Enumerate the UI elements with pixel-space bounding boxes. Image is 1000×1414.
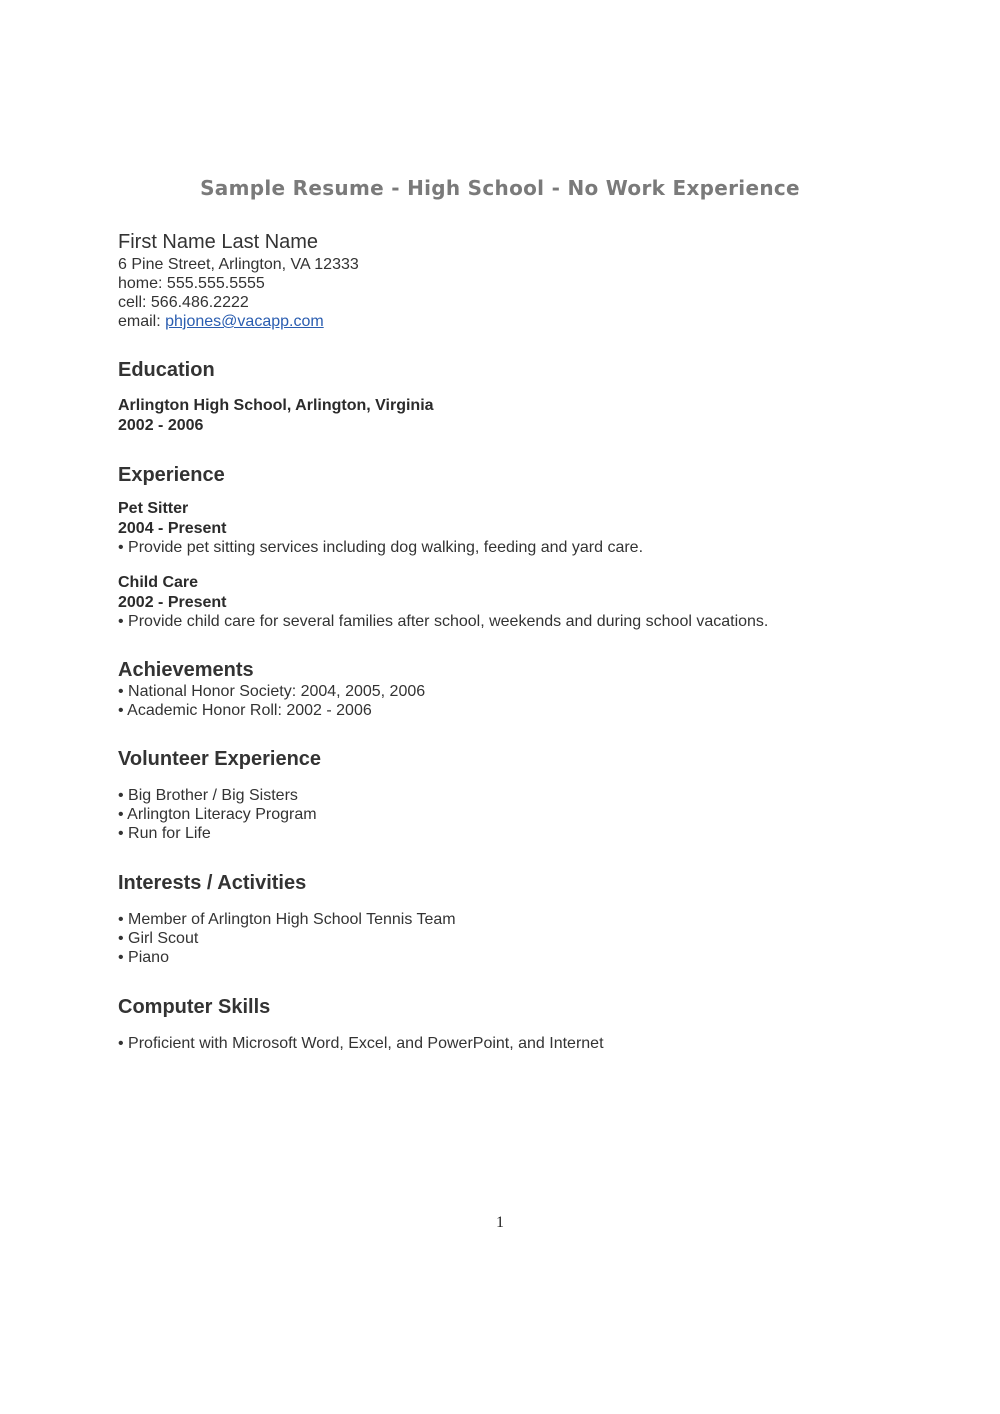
- volunteer-list: [118, 786, 918, 843]
- list-item: • Arlington Literacy Program: [118, 806, 317, 823]
- list-item: • Member of Arlington High School Tennis Team: [118, 911, 456, 928]
- page-number: 1: [496, 1214, 504, 1231]
- job-dates: 2004 - Present: [118, 519, 227, 537]
- achievements-list: [118, 682, 918, 720]
- list-item: • Piano: [118, 949, 169, 966]
- interests-heading: Interests / Activities: [118, 872, 307, 894]
- email-line: [118, 312, 918, 331]
- email-label: email:: [118, 313, 166, 330]
- computer-skills-list: [118, 1034, 918, 1053]
- home-phone: home: 555.555.5555: [118, 275, 265, 292]
- list-item: • National Honor Society: 2004, 2005, 2006: [118, 683, 426, 700]
- applicant-name: First Name Last Name: [118, 231, 319, 253]
- interests-list: [118, 910, 918, 967]
- job-entry: [118, 573, 918, 631]
- contact-block: [118, 229, 918, 331]
- address-line: 6 Pine Street, Arlington, VA 12333: [118, 256, 359, 273]
- volunteer-heading: Volunteer Experience: [118, 748, 322, 770]
- school-name: Arlington High School, Arlington, Virginia: [118, 397, 434, 414]
- email-link[interactable]: phjones@vacapp.com: [165, 313, 324, 330]
- education-heading: Education: [118, 359, 215, 381]
- school-years: 2002 - 2006: [118, 416, 204, 434]
- job-bullet: • Provide child care for several families after school, weekends and during school vacations.: [118, 613, 769, 630]
- experience-heading: Experience: [118, 464, 225, 486]
- list-item: • Big Brother / Big Sisters: [118, 787, 298, 804]
- achievements-heading: Achievements: [118, 659, 254, 681]
- job-dates: 2002 - Present: [118, 593, 227, 611]
- job-entry: [118, 499, 918, 557]
- list-item: • Proficient with Microsoft Word, Excel, and PowerPoint, and Internet: [118, 1035, 604, 1052]
- computer-skills-heading: Computer Skills: [118, 996, 271, 1018]
- page-title: Sample Resume - High School - No Work Experience: [200, 176, 800, 200]
- job-bullet: • Provide pet sitting services including dog walking, feeding and yard care.: [118, 539, 644, 556]
- list-item: • Academic Honor Roll: 2002 - 2006: [118, 702, 372, 719]
- list-item: • Girl Scout: [118, 930, 199, 947]
- job-title: Pet Sitter: [118, 500, 189, 517]
- job-title: Child Care: [118, 574, 199, 591]
- cell-phone: cell: 566.486.2222: [118, 294, 249, 311]
- resume-body: [118, 229, 918, 1053]
- list-item: • Run for Life: [118, 825, 211, 842]
- education-entry: [118, 396, 918, 435]
